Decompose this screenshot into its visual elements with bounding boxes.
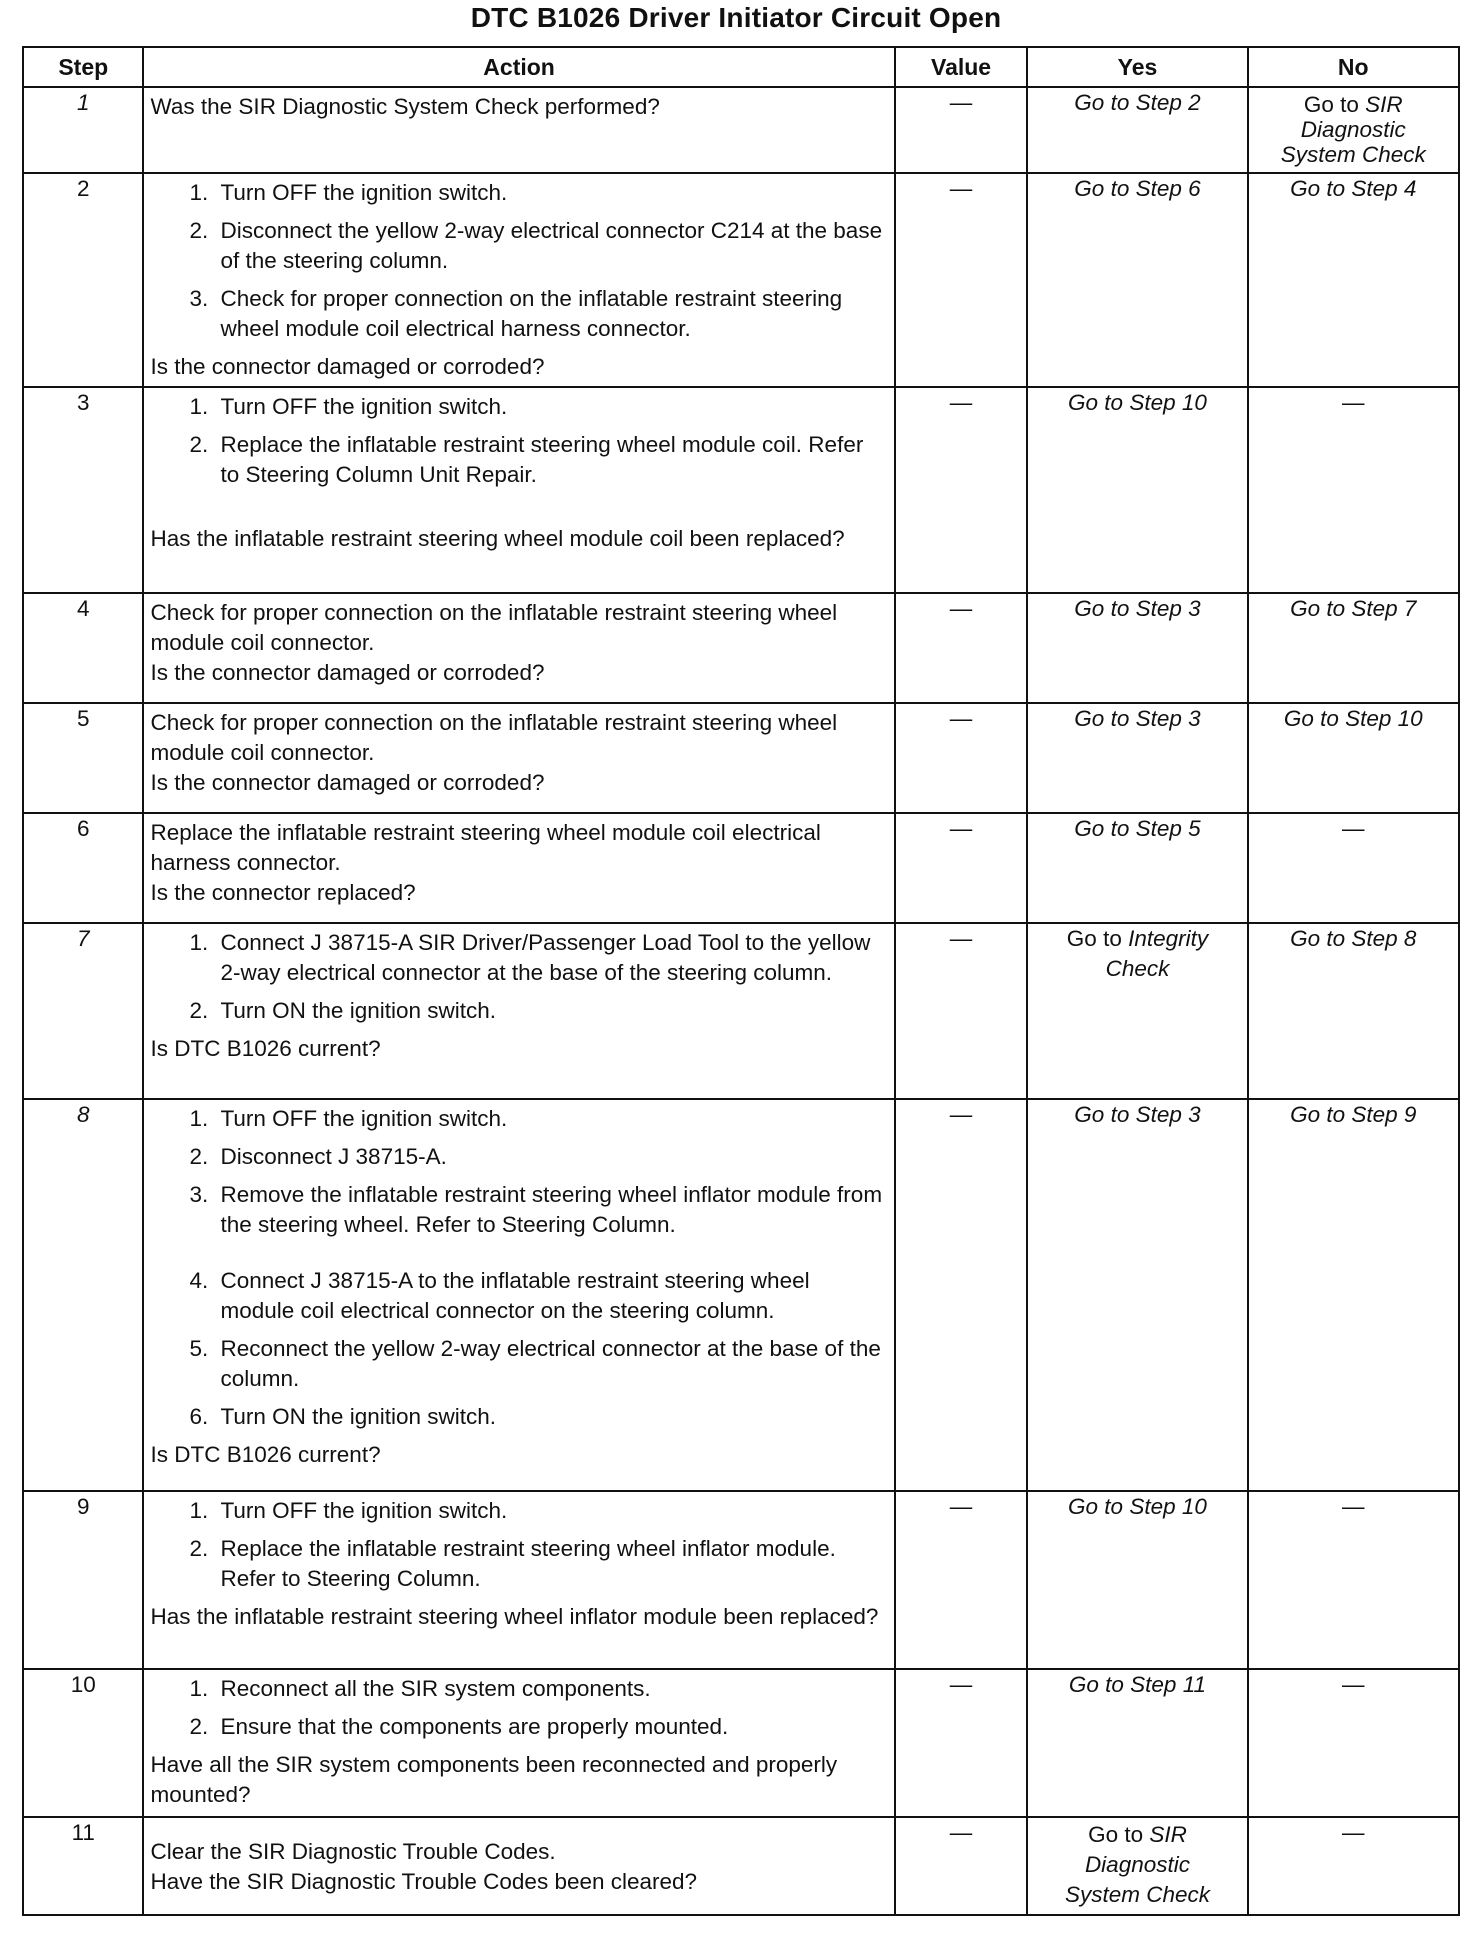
- action-cell: [143, 173, 894, 387]
- no-cell: Go to Step 8: [1248, 923, 1460, 1099]
- step-number: 10: [23, 1669, 143, 1817]
- action-step: 1. Connect J 38715-A SIR Driver/Passenger Load Tool to the yellow 2-way electrical connector at the base of the steering column.: [214, 928, 885, 988]
- action-cell: [143, 1817, 894, 1915]
- no-line: Go to SIR: [1303, 92, 1403, 117]
- action-question: Is the connector damaged or corroded?: [150, 354, 545, 379]
- yes-cell: Go to Step 3: [1027, 1099, 1247, 1491]
- step-number: 9: [23, 1491, 143, 1669]
- table-row-step-8: [23, 1099, 1459, 1491]
- action-question: Is DTC B1026 current?: [150, 1442, 381, 1467]
- action-steps: [150, 392, 885, 490]
- yes-link-text: SIR: [1149, 1822, 1187, 1847]
- action-question: Have all the SIR system components been reconnected and properly mounted?: [150, 1752, 838, 1807]
- action-step: 2. Disconnect the yellow 2-way electrical connector C214 at the base of the steering column.: [214, 216, 885, 276]
- table-row-step-11: [23, 1817, 1459, 1915]
- action-cell: [143, 387, 894, 593]
- action-step: 6. Turn ON the ignition switch.: [214, 1402, 885, 1432]
- table-row-step-4: [23, 593, 1459, 703]
- table-row-step-9: [23, 1491, 1459, 1669]
- header-row: [23, 47, 1459, 87]
- table-row-step-2: [23, 173, 1459, 387]
- action-step: 2. Replace the inflatable restraint steering wheel inflator module. Refer to Steering Column.: [214, 1534, 885, 1594]
- value-cell: —: [895, 1491, 1028, 1669]
- action-question: Is DTC B1026 current?: [150, 1036, 381, 1061]
- step-number: 3: [23, 387, 143, 593]
- action-step: 1. Turn OFF the ignition switch.: [214, 392, 885, 422]
- no-cell: Go to Step 9: [1248, 1099, 1460, 1491]
- no-cell: Go to Step 4: [1248, 173, 1460, 387]
- value-cell: —: [895, 87, 1028, 173]
- page-title: DTC B1026 Driver Initiator Circuit Open: [470, 2, 1002, 33]
- value-cell: —: [895, 1669, 1028, 1817]
- yes-cell: Go to Step 11: [1027, 1669, 1247, 1817]
- action-step: 2. Ensure that the components are properly mounted.: [214, 1712, 885, 1742]
- action-cell: [143, 593, 894, 703]
- step-number: 11: [23, 1817, 143, 1915]
- action-steps: [150, 1674, 885, 1742]
- action-question: Have the SIR Diagnostic Trouble Codes been cleared?: [150, 1869, 698, 1894]
- step-number: 2: [23, 173, 143, 387]
- no-line: Diagnostic: [1300, 117, 1406, 142]
- action-text: Check for proper connection on the inflatable restraint steering wheel module coil connector.: [150, 600, 838, 655]
- step-number: 7: [23, 923, 143, 1099]
- step-number: 8: [23, 1099, 143, 1491]
- action-step: 2. Disconnect J 38715-A.: [214, 1142, 885, 1172]
- value-cell: —: [895, 813, 1028, 923]
- step-number: 1: [23, 87, 143, 173]
- diagnostic-table: [22, 46, 1460, 1916]
- yes-cell: Go to Step 2: [1027, 87, 1247, 173]
- col-header-action: Action: [143, 47, 894, 87]
- action-question: Has the inflatable restraint steering wheel module coil been replaced?: [150, 526, 845, 551]
- action-step: 3. Remove the inflatable restraint steering wheel inflator module from the steering wheel. Refer to Steering Column.: [214, 1180, 885, 1240]
- action-cell: [143, 1099, 894, 1491]
- yes-cell: Go to Step 10: [1027, 1491, 1247, 1669]
- yes-cell: Go to SIR Diagnostic System Check: [1027, 1817, 1247, 1915]
- action-question: Is the connector damaged or corroded?: [150, 660, 545, 685]
- yes-cell: Go to Step 10: [1027, 387, 1247, 593]
- action-cell: [143, 1669, 894, 1817]
- action-question: Has the inflatable restraint steering wheel inflator module been replaced?: [150, 1604, 879, 1629]
- value-cell: —: [895, 173, 1028, 387]
- action-text: Replace the inflatable restraint steering wheel module coil electrical harness connector.: [150, 820, 821, 875]
- no-cell: —: [1248, 387, 1460, 593]
- value-cell: —: [895, 1099, 1028, 1491]
- action-question: Is the connector damaged or corroded?: [150, 770, 545, 795]
- value-cell: —: [895, 923, 1028, 1099]
- action-question: Was the SIR Diagnostic System Check performed?: [150, 94, 660, 119]
- value-cell: —: [895, 1817, 1028, 1915]
- action-cell: [143, 703, 894, 813]
- action-text: Check for proper connection on the inflatable restraint steering wheel module coil connector.: [150, 710, 838, 765]
- yes-link-text: Integrity: [1128, 926, 1209, 951]
- no-cell: Go to Step 10: [1248, 703, 1460, 813]
- table-row-step-5: [23, 703, 1459, 813]
- step-number: 6: [23, 813, 143, 923]
- no-cell: Go to Step 7: [1248, 593, 1460, 703]
- action-cell: [143, 1491, 894, 1669]
- yes-cell: Go to Step 3: [1027, 593, 1247, 703]
- no-cell: —: [1248, 813, 1460, 923]
- action-text: Clear the SIR Diagnostic Trouble Codes.: [150, 1839, 556, 1864]
- action-cell: [143, 813, 894, 923]
- action-cell: [143, 923, 894, 1099]
- yes-line: Diagnostic: [1084, 1852, 1190, 1877]
- yes-line: Check: [1105, 956, 1170, 981]
- yes-cell: Go to Integrity Check: [1027, 923, 1247, 1099]
- yes-cell: Go to Step 6: [1027, 173, 1247, 387]
- col-header-value: Value: [895, 47, 1028, 87]
- action-step: 1. Turn OFF the ignition switch.: [214, 1496, 885, 1526]
- no-cell: —: [1248, 1817, 1460, 1915]
- action-steps: [150, 1104, 885, 1432]
- step-number: 5: [23, 703, 143, 813]
- action-step: 3. Check for proper connection on the inflatable restraint steering wheel module coil electrical harness connector.: [214, 284, 885, 344]
- no-line: System Check: [1280, 142, 1426, 167]
- action-steps: [150, 178, 885, 344]
- action-step: 2. Replace the inflatable restraint steering wheel module coil. Refer to Steering Column Unit Repair.: [214, 430, 885, 490]
- action-step: 1. Turn OFF the ignition switch.: [214, 178, 885, 208]
- action-question: Is the connector replaced?: [150, 880, 416, 905]
- table-row-step-1: [23, 87, 1459, 173]
- action-steps: [150, 928, 885, 1026]
- no-cell: —: [1248, 1669, 1460, 1817]
- value-cell: —: [895, 703, 1028, 813]
- step-number: 4: [23, 593, 143, 703]
- action-step: 5. Reconnect the yellow 2-way electrical connector at the base of the column.: [214, 1334, 885, 1394]
- col-header-no: No: [1248, 47, 1460, 87]
- yes-line: System Check: [1064, 1882, 1210, 1907]
- table-row-step-7: [23, 923, 1459, 1099]
- action-step: 1. Reconnect all the SIR system components.: [214, 1674, 885, 1704]
- action-step: 1. Turn OFF the ignition switch.: [214, 1104, 885, 1134]
- yes-cell: Go to Step 5: [1027, 813, 1247, 923]
- value-cell: —: [895, 387, 1028, 593]
- no-cell: —: [1248, 1491, 1460, 1669]
- table-row-step-3: [23, 387, 1459, 593]
- col-header-yes: Yes: [1027, 47, 1247, 87]
- action-step: 4. Connect J 38715-A to the inflatable restraint steering wheel module coil electrical connector on the steering column.: [214, 1266, 885, 1326]
- yes-cell: Go to Step 3: [1027, 703, 1247, 813]
- action-step: 2. Turn ON the ignition switch.: [214, 996, 885, 1026]
- no-cell: [1248, 87, 1460, 173]
- value-cell: —: [895, 593, 1028, 703]
- action-steps: [150, 1496, 885, 1594]
- table-row-step-10: [23, 1669, 1459, 1817]
- table-row-step-6: [23, 813, 1459, 923]
- col-header-step: Step: [23, 47, 143, 87]
- action-cell: [143, 87, 894, 173]
